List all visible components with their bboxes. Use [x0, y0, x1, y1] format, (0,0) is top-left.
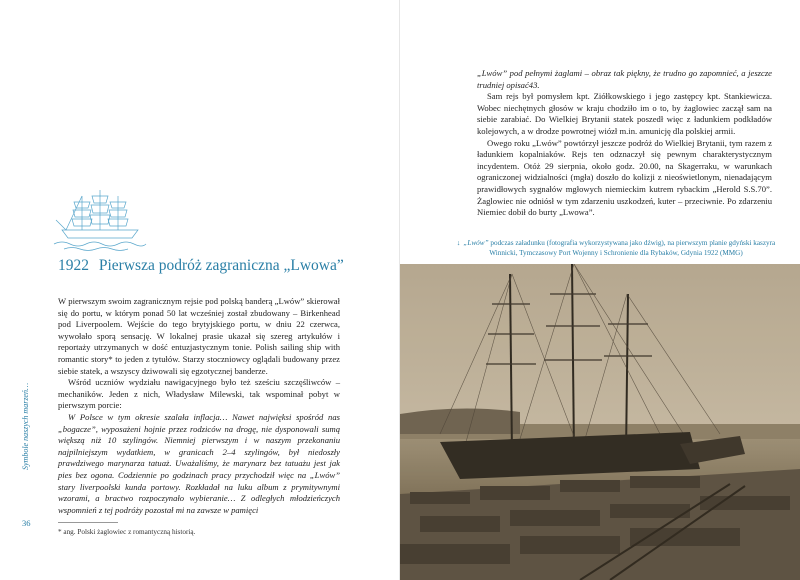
paragraph: Owego roku „Lwów” powtórzył jeszcze podróż do Wielkiej Brytanii, tym razem z ładunkiem kopalniaków. Rejs ten odznaczył się pewnym charakterystycznym incydentem. Otóż 29 sierpnia, około godz. 20.00, na Skagerraku, w warunkach ograniczonej widzialności (mgła) doszło do kolizji z nieoświetlonym, nienadającym prawidłowych sygnałów mgłowych niemieckim kutrem rybackim „Herold S.S.70”. Żaglowiec nie odniósł w tym zdarzeniu uszkodzeń, kuter – przeciwnie. Po zdarzeniu Niemiec dobił do burty „Lwowa”. — [477, 137, 772, 218]
footnote-divider — [58, 522, 118, 523]
sailing-ship-photo — [400, 264, 800, 580]
paragraph: Wśród uczniów wydziału nawigacyjnego było też sześciu szczęśliwców – mechaników. Jeden z nich, Władysław Milewski, tak wspominał pobyt w pierwszym porcie: — [58, 377, 340, 411]
running-head: Symbole naszych marzeń… — [21, 382, 30, 470]
page-number: 36 — [22, 518, 31, 528]
paragraph: Sam rejs był pomysłem kpt. Ziółkowskiego i jego zastępcy kpt. Stankiewicza. Wobec niechętnych głosów w kraju chodziło im o to, by żaglowiec zaczął sam na siebie zarabiać. Do Wielkiej Brytanii statek poszedł więc z ładunkiem podkładów kolejowych, a w drodze powrotnej wiózł m.in. amunicję dla polskiej armii. — [477, 91, 772, 136]
left-body-text — [58, 296, 340, 516]
right-body-text — [477, 68, 772, 219]
sailing-ship-icon — [52, 186, 148, 252]
caption-text: podczas załadunku (fotografia wykorzystywana jako dźwig), na pierwszym planie gdyński kaszyra Winnicki, Tymczasowy Port Wojenny i Schronienie dla Rybaków, Gdynia 1922 (MMG) — [488, 239, 776, 257]
chapter-heading: Pierwsza podróż zagraniczna „Lwowa” — [98, 257, 344, 274]
paragraph: W pierwszym swoim zagranicznym rejsie pod polską banderą „Lwów” skierował się do portu, w którym ponad 50 lat wcześniej został zbudowany – Birkenhead pod Liverpoolem. Wejście do tego brytyjskiego portu, w dniu 22 czerwca, wywołało sporą sensację. W lokalnej prasie ukazał się szereg artykułów i reportaży utrzymanych w dość entuzjastycznym tonie. Polish sailing ship with romantic story* to jeden z tytułów. Starzy stoczniowcy oglądali budowany przez siebie statek, a wszyscy dziwowali się egzotycznej banderze. — [58, 296, 340, 376]
down-arrow-icon: ↓ — [456, 239, 461, 247]
footnote: * ang. Polski żaglowiec z romantyczną historią. — [58, 528, 196, 536]
left-page — [0, 0, 399, 580]
photo-caption — [456, 238, 776, 258]
chapter-title — [58, 257, 358, 275]
chapter-year: 1922 — [58, 257, 89, 274]
caption-ship-name: „Lwów” — [463, 239, 489, 247]
quote-paragraph: W Polsce w tym okresie szalała inflacja… Nawet najwięksi spośród nas „bogacze”, wyposażeni hojnie przez rodziców na drogę, nie dysponowali sumą większą niż 10 szylingów. Niemniej pierwszym i w naszym przekonaniu najpilniejszym wydatkiem, w granicach 2–4 szylingów, był niedoszły prawdziwego marynarza tatuaż. Uważaliśmy, że marynarz bez tatuażu jest jak pies bez ogona. Codziennie po godzinach pracy przychodził więc na „Lwów” stary liverpoolski kunda portowy. Rozkładał na luku album z prymitywnymi wzorami, a bractwo rozpoczynało wybieranie… Z odległych młodzieńczych wspomnień z tej podróży pozostał mi na zawsze w pamięci — [58, 411, 340, 515]
paragraph: „Lwów” pod pełnymi żaglami – obraz tak piękny, że trudno go zapomnieć, a jeszcze trudniej opisać43. — [477, 68, 772, 90]
